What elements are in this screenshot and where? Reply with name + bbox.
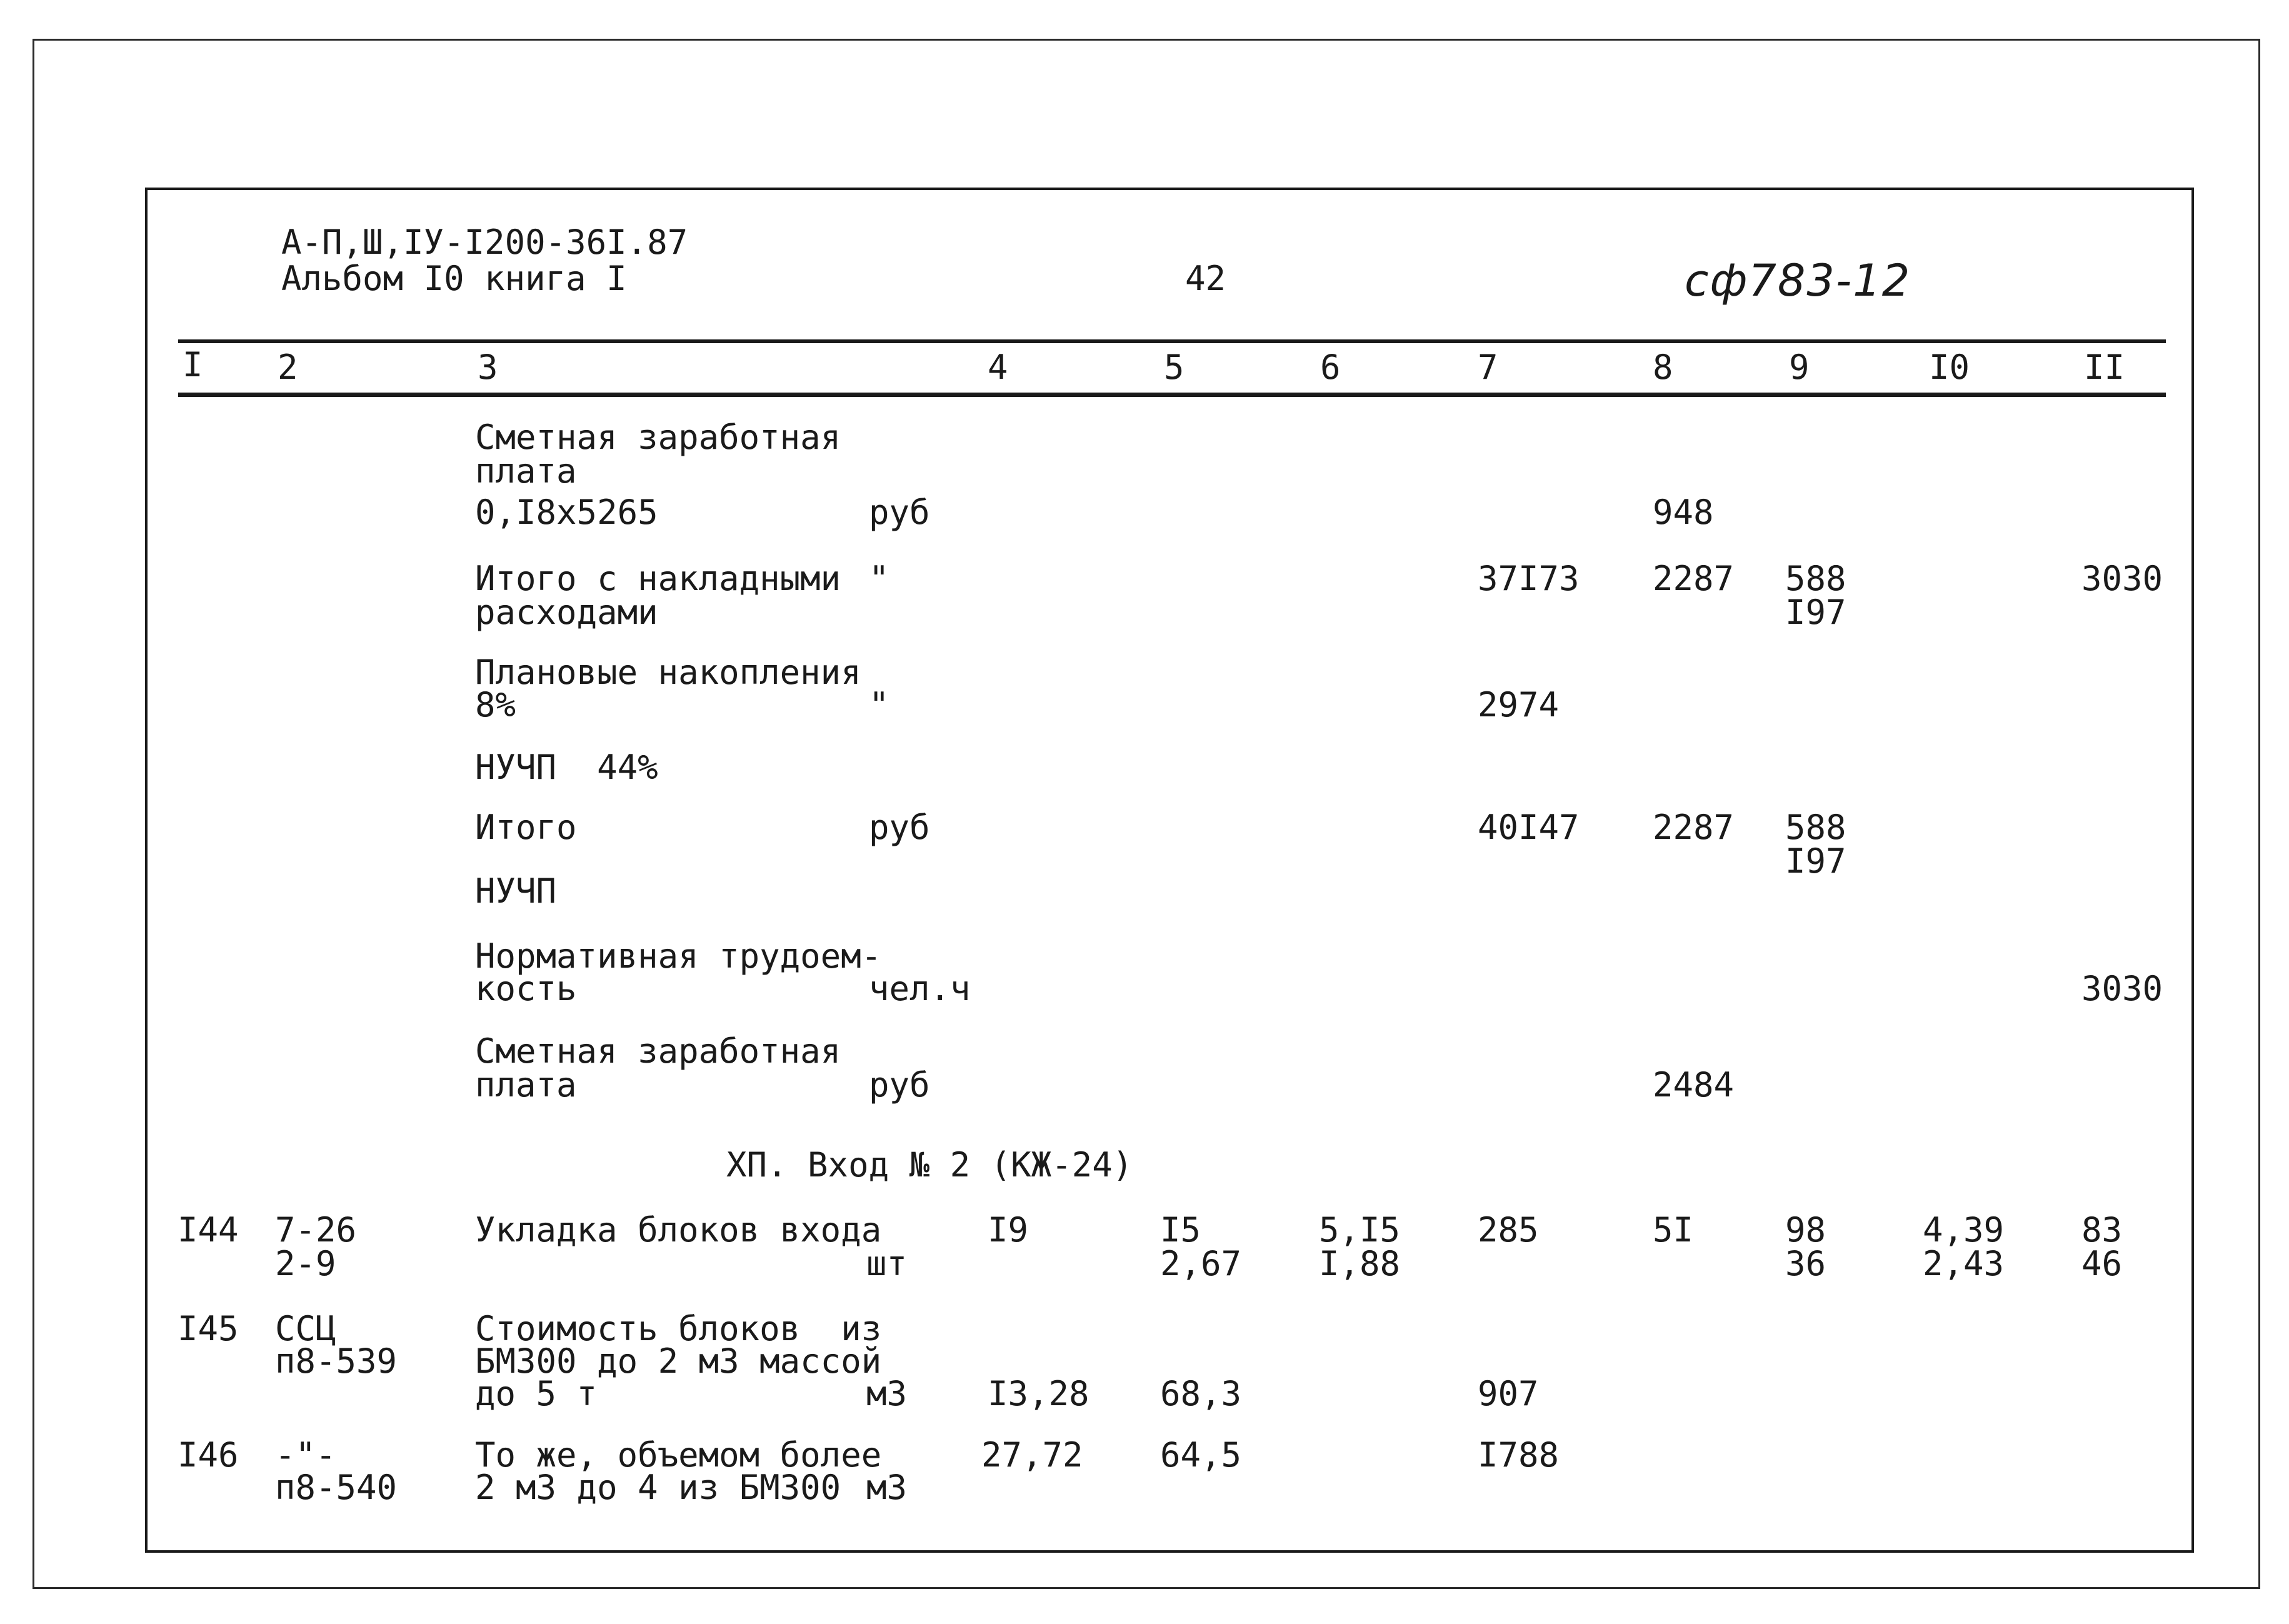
column-header: 6 [1320, 348, 1341, 387]
value-cell: 2484 [1653, 1065, 1735, 1105]
summary-label: расходами [475, 593, 658, 632]
summary-label: 8% [475, 685, 516, 724]
column-header: 2 [278, 348, 298, 387]
value-cell: 68,3 [1160, 1374, 1242, 1413]
value-cell: 2,67 [1160, 1244, 1242, 1283]
value-cell: I97 [1785, 593, 1846, 632]
value-cell: 2,43 [1923, 1244, 2005, 1283]
value-cell: 5,I5 [1319, 1210, 1401, 1250]
value-cell: 588 [1785, 808, 1846, 847]
row-number: I44 [178, 1210, 239, 1250]
work-description: Укладка блоков входа [475, 1210, 882, 1250]
album-title: Альбом I0 книга I [281, 259, 627, 298]
summary-label: Нормативная трудоем- [475, 936, 882, 976]
header-bottom-rule [178, 393, 2166, 397]
unit-cell: м3 [866, 1374, 908, 1413]
value-cell: 2974 [1478, 685, 1560, 724]
summary-label: плата [475, 451, 577, 491]
value-cell: I,88 [1319, 1244, 1401, 1283]
norm-code: 7-26 [275, 1210, 357, 1250]
value-cell: 948 [1653, 493, 1714, 532]
value-cell: 46 [2081, 1244, 2123, 1283]
summary-formula: 0,I8х5265 [475, 493, 658, 532]
column-header: 4 [988, 348, 1008, 387]
unit-cell: м3 [866, 1468, 908, 1507]
value-cell: 83 [2081, 1210, 2123, 1250]
unit-cell: чел.ч [869, 969, 971, 1008]
norm-code: ССЦ [275, 1309, 336, 1348]
work-description: БМ300 до 2 м3 массой [475, 1341, 882, 1381]
unit-cell: руб [869, 493, 930, 532]
document-code: А-П,Ш,IУ-I200-36I.87 [281, 223, 688, 262]
summary-label: Итого [475, 808, 577, 847]
value-cell: 27,72 [981, 1435, 1083, 1475]
unit-cell: шт [866, 1244, 908, 1283]
value-cell: I9 [988, 1210, 1029, 1250]
column-header: I [183, 345, 203, 384]
value-cell: I97 [1785, 841, 1846, 881]
summary-label: Плановые накопления [475, 653, 861, 692]
norm-code: 2-9 [275, 1244, 336, 1283]
unit-cell: руб [869, 1065, 930, 1105]
sheet-code: сф783-12 [1685, 255, 1911, 306]
summary-label: НУЧП [475, 871, 557, 911]
column-header: I0 [1929, 348, 1970, 387]
work-description: То же, объемом более [475, 1435, 882, 1475]
section-title: ХП. Вход № 2 (КЖ-24) [726, 1145, 1133, 1185]
summary-label: Сметная заработная [475, 418, 841, 457]
value-cell: 907 [1478, 1374, 1539, 1413]
value-cell: 3030 [2081, 559, 2163, 598]
value-cell: 37I73 [1478, 559, 1580, 598]
norm-code: -"- [275, 1435, 336, 1475]
value-cell: I5 [1160, 1210, 1201, 1250]
work-description: 2 м3 до 4 из БМ300 [475, 1468, 841, 1507]
value-cell: 5I [1653, 1210, 1694, 1250]
unit-cell: " [869, 559, 889, 598]
value-cell: 36 [1785, 1244, 1826, 1283]
row-number: I45 [178, 1309, 239, 1348]
page-number: 42 [1185, 259, 1226, 298]
header-top-rule [178, 339, 2166, 343]
value-cell: 2287 [1653, 559, 1735, 598]
value-cell: 3030 [2081, 969, 2163, 1008]
value-cell: 4,39 [1923, 1210, 2005, 1250]
summary-label: Сметная заработная [475, 1031, 841, 1071]
norm-code: п8-539 [275, 1341, 398, 1381]
unit-cell: руб [869, 808, 930, 847]
column-header: 7 [1478, 348, 1498, 387]
value-cell: 588 [1785, 559, 1846, 598]
unit-cell: " [869, 685, 889, 724]
column-header: II [2084, 348, 2125, 387]
summary-label: Итого с накладными [475, 559, 841, 598]
column-header: 5 [1164, 348, 1185, 387]
column-header: 8 [1653, 348, 1673, 387]
value-cell: I3,28 [988, 1374, 1089, 1413]
work-description: Стоимость блоков из [475, 1309, 882, 1348]
value-cell: 2287 [1653, 808, 1735, 847]
value-cell: 40I47 [1478, 808, 1580, 847]
work-description: до 5 т [475, 1374, 598, 1413]
value-cell: 64,5 [1160, 1435, 1242, 1475]
value-cell: I788 [1478, 1435, 1560, 1475]
summary-label: плата [475, 1065, 577, 1105]
row-number: I46 [178, 1435, 239, 1475]
summary-label: кость [475, 969, 577, 1008]
column-header: 9 [1789, 348, 1810, 387]
norm-code: п8-540 [275, 1468, 398, 1507]
column-header: 3 [478, 348, 498, 387]
value-cell: 285 [1478, 1210, 1539, 1250]
value-cell: 98 [1785, 1210, 1826, 1250]
summary-label: НУЧП 44% [475, 748, 658, 787]
